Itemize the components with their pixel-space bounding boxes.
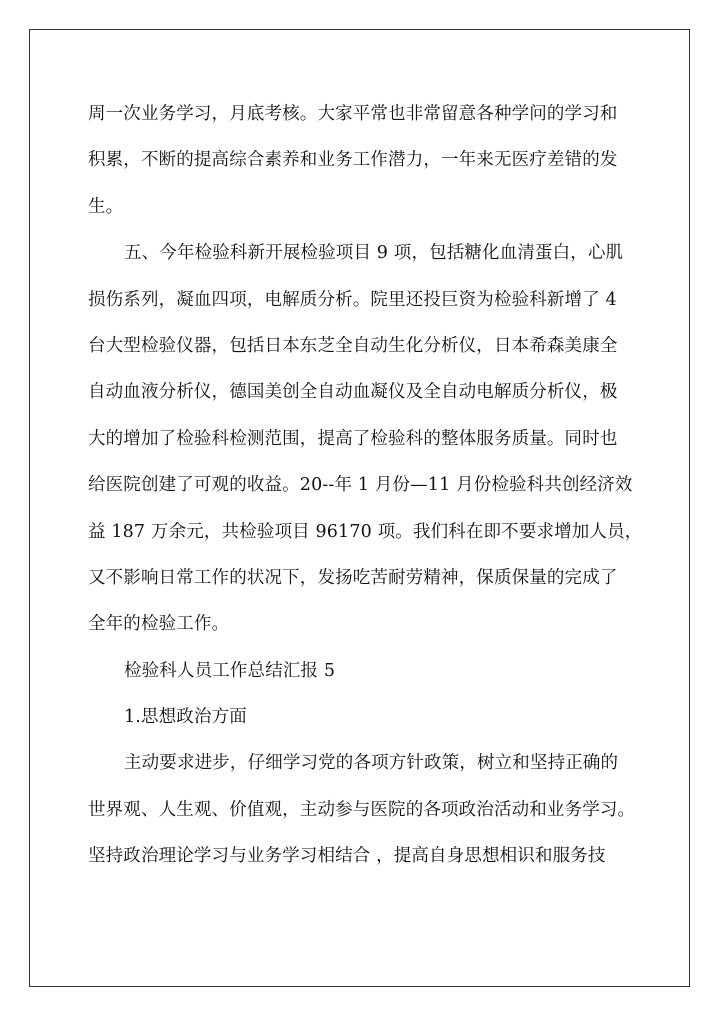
text-line: 周一次业务学习，月底考核。大家平常也非常留意各种学问的学习和 — [88, 104, 618, 124]
text-line: 益 187 万余元，共检验项目 96170 项。我们科在即不要求增加人员， — [88, 521, 643, 542]
section-heading: 检验科人员工作总结汇报 5 — [124, 660, 336, 681]
text-line: 全年的检验工作。 — [88, 614, 230, 635]
text-line: 世界观、人生观、价值观，主动参与医院的各项政治活动和业务学习。 — [88, 799, 636, 820]
text-line: 台大型检验仪器，包括日本东芝全自动生化分析仪，日本希森美康全 — [88, 335, 618, 356]
text-line: 大的增加了检验科检测范围，提高了检验科的整体服务质量。同时也 — [88, 428, 618, 449]
document-body — [88, 91, 643, 880]
text-line: 自动血液分析仪，德国美创全自动血凝仪及全自动电解质分析仪，极 — [88, 382, 618, 403]
text-line: 给医院创建了可观的收益。20--年 1 月份—11 月份检验科共创经济效 — [88, 475, 633, 496]
subsection-heading: 1.思想政治方面 — [124, 707, 247, 728]
text-line: 积累，不断的提高综合素养和业务工作潜力，一年来无医疗差错的发 — [88, 150, 618, 171]
text-line: 又不影响日常工作的状况下，发扬吃苦耐劳精神，保质保量的完成了 — [88, 567, 618, 588]
text-line: 生。 — [88, 196, 124, 217]
text-line: 损伤系列，凝血四项，电解质分析。院里还投巨资为检验科新增了 4 — [88, 289, 617, 310]
text-line: 五、今年检验科新开展检验项目 9 项，包括糖化血清蛋白，心肌 — [124, 243, 624, 264]
text-line: 坚持政治理论学习与业务学习相结合 ，提高自身思想相识和服务技 — [88, 846, 606, 867]
text-line: 主动要求进步，仔细学习党的各项方针政策，树立和坚持正确的 — [124, 753, 619, 774]
